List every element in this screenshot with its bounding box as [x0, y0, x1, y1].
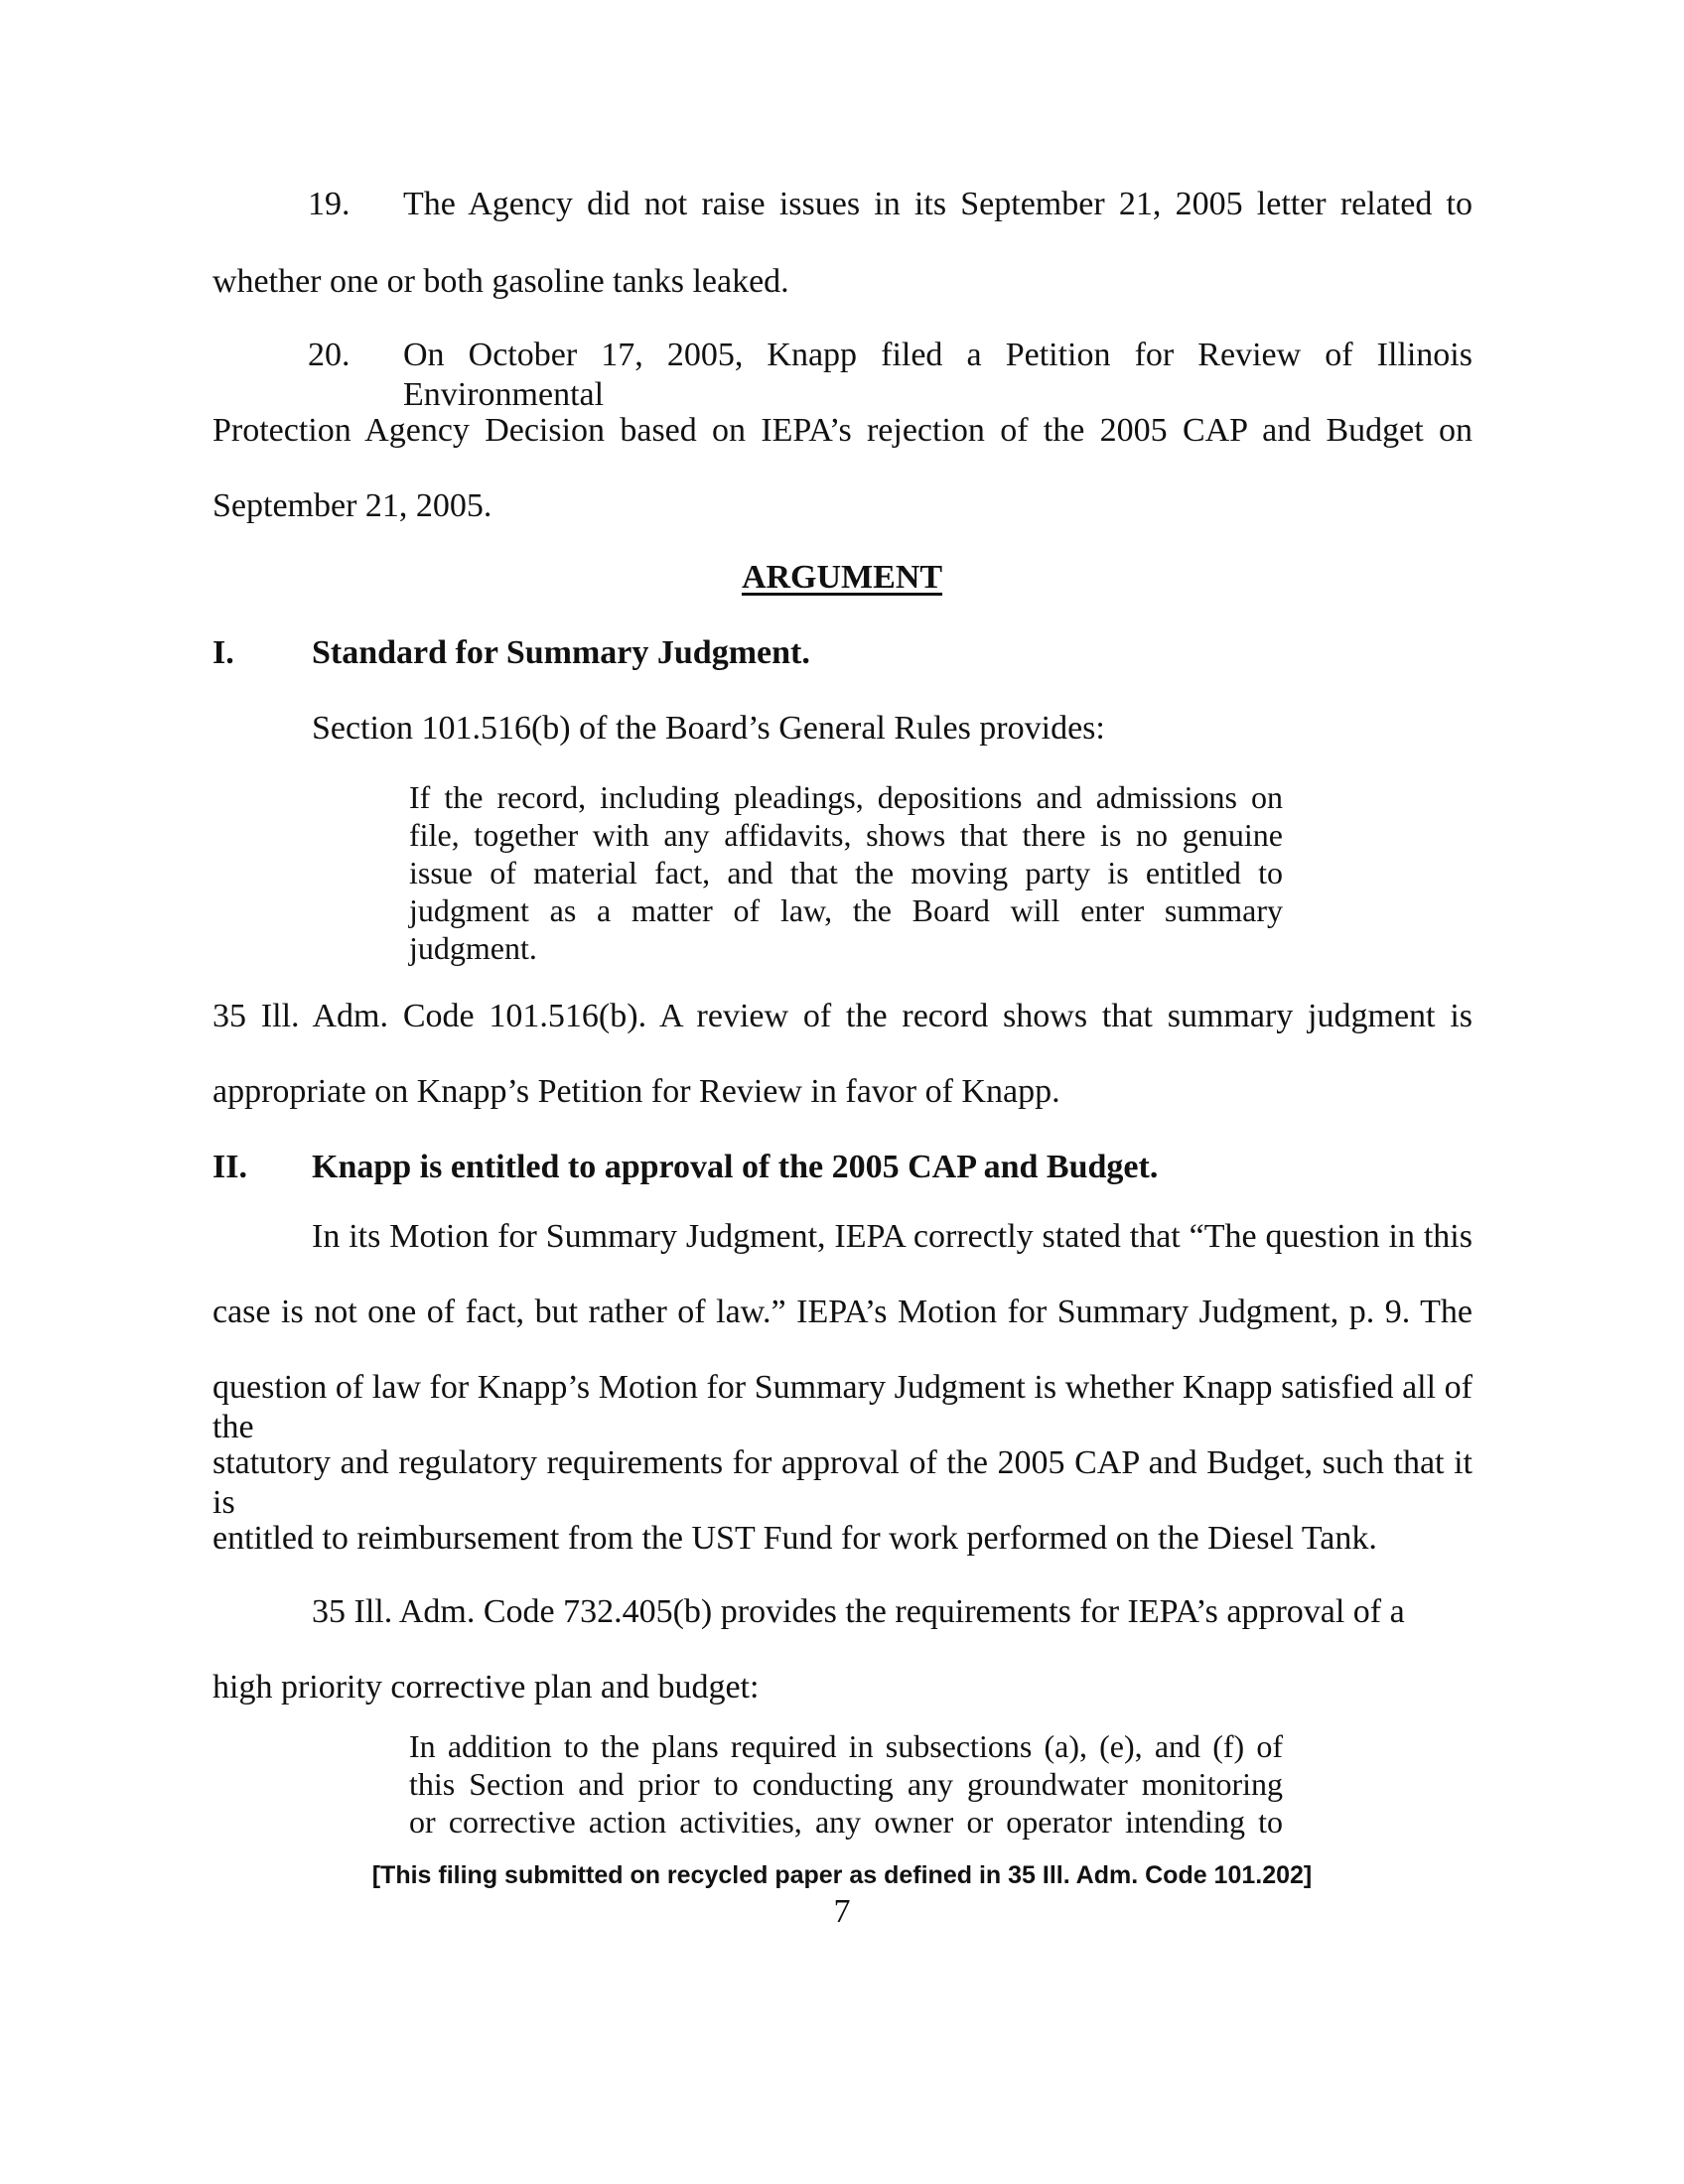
paragraph-20-line-2: Protection Agency Decision based on IEPA’s rejection of the 2005 CAP and Budget on [212, 412, 1473, 449]
section-2-title: Knapp is entitled to approval of the 2005 CAP and Budget. [312, 1149, 1159, 1185]
quote-line: judgment as a matter of law, the Board will enter summary [409, 892, 1283, 928]
section-2-body-line-5: entitled to reimbursement from the UST Fund for work performed on the Diesel Tank. [212, 1520, 1377, 1557]
section-2-body-line-4: statutory and regulatory requirements for approval of the 2005 CAP and Budget, such that it is [212, 1444, 1473, 1521]
section-1-citation-line-1: 35 Ill. Adm. Code 101.516(b). A review of the record shows that summary judgment is [212, 998, 1473, 1034]
quote-line: judgment. [409, 930, 537, 966]
paragraph-number-19: 19. [308, 186, 351, 222]
section-2-number: II. [212, 1149, 247, 1185]
section-2-body-line-3: question of law for Knapp’s Motion for Summary Judgment is whether Knapp satisfied all of the [212, 1369, 1473, 1445]
section-1-title: Standard for Summary Judgment. [312, 634, 810, 671]
quote-line: or corrective action activities, any owner or operator intending to [409, 1804, 1283, 1840]
quote-line: this Section and prior to conducting any groundwater monitoring [409, 1766, 1283, 1802]
paragraph-number-20: 20. [308, 337, 351, 373]
paragraph-20-line-1: On October 17, 2005, Knapp filed a Petition for Review of Illinois Environmental [403, 337, 1473, 413]
quote-line: issue of material fact, and that the moving party is entitled to [409, 855, 1283, 890]
paragraph-20-line-3: September 21, 2005. [212, 487, 492, 524]
section-1-number: I. [212, 634, 234, 671]
section-1-intro: Section 101.516(b) of the Board’s General Rules provides: [312, 710, 1105, 747]
section-2-body-line-1: In its Motion for Summary Judgment, IEPA correctly stated that “The question in this [312, 1218, 1473, 1255]
rule-732-405-quote [409, 1727, 1283, 1841]
section-2-code-line-2: high priority corrective plan and budget: [212, 1669, 760, 1706]
quote-line: file, together with any affidavits, shows that there is no genuine [409, 817, 1283, 853]
section-1-citation-line-2: appropriate on Knapp’s Petition for Review in favor of Knapp. [212, 1073, 1060, 1110]
rule-101-516-quote [409, 778, 1283, 967]
quote-line: If the record, including pleadings, depositions and admissions on [409, 779, 1283, 815]
page-number: 7 [833, 1893, 851, 1930]
quote-line: In addition to the plans required in subsections (a), (e), and (f) of [409, 1728, 1283, 1764]
paragraph-19-line-2: whether one or both gasoline tanks leaked. [212, 263, 789, 300]
recycled-paper-note: [This filing submitted on recycled paper as defined in 35 Ill. Adm. Code 101.202] [371, 1861, 1313, 1889]
section-2-body-line-2: case is not one of fact, but rather of law.” IEPA’s Motion for Summary Judgment, p. 9. The [212, 1294, 1473, 1330]
paragraph-19-line-1: The Agency did not raise issues in its September 21, 2005 letter related to [403, 186, 1473, 222]
section-2-code-line-1: 35 Ill. Adm. Code 732.405(b) provides the requirements for IEPA’s approval of a [312, 1593, 1405, 1630]
argument-heading: ARGUMENT [741, 559, 943, 596]
